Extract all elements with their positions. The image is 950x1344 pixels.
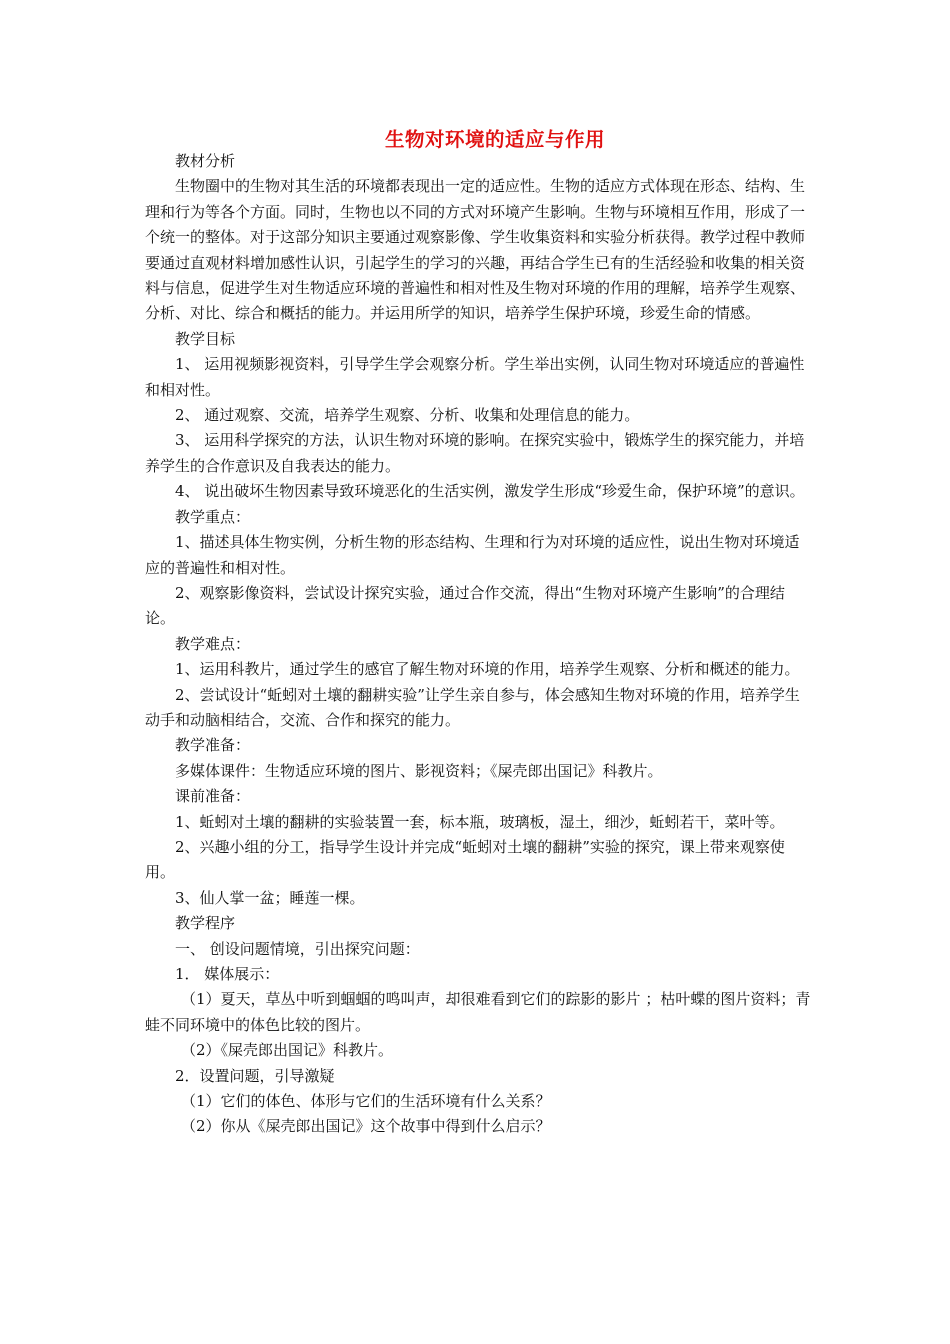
- paragraph: 2、 通过观察、交流，培养学生观察、分析、收集和处理信息的能力。: [175, 406, 640, 425]
- paragraph: （2）《屎壳郎出国记》科教片。: [181, 1041, 394, 1060]
- paragraph: 1、运用科教片，通过学生的感官了解生物对环境的作用，培养学生观察、分析和概述的能力。: [175, 660, 800, 679]
- paragraph: 3、仙人掌一盆；睡莲一棵。: [175, 888, 365, 907]
- paragraph: 一、 创设问题情境，引出探究问题：: [175, 939, 420, 958]
- paragraph: 4、 说出破坏生物因素导致环境恶化的生活实例，激发学生形成“珍爱生命，保护环境”的意识。: [175, 482, 805, 501]
- paragraph: 教学重点：: [175, 507, 251, 526]
- paragraph: （2）你从《屎壳郎出国记》这个故事中得到什么启示？: [181, 1117, 551, 1136]
- paragraph: 教学程序: [175, 914, 236, 933]
- paragraph: （1）夏天，草丛中听到蝈蝈的鸣叫声，却很难看到它们的踪影的影片 ；枯叶蝶的图片资料；青蛙不同环境中的体色比较的图片。: [145, 990, 811, 1034]
- paragraph: 1、 运用视频影视资料，引导学生学会观察分析。学生举出实例，认同生物对环境适应的普遍性和相对性。: [145, 355, 805, 399]
- paragraph: 课前准备：: [175, 787, 251, 806]
- paragraph: 1、蚯蚓对土壤的翻耕的实验装置一套，标本瓶，玻璃板，湿土，细沙，蚯蚓若干，菜叶等。: [175, 812, 785, 831]
- paragraph: 1、描述具体生物实例，分析生物的形态结构、生理和行为对环境的适应性，说出生物对环境适应的普遍性和相对性。: [145, 533, 800, 577]
- paragraph: 2、观察影像资料，尝试设计探究实验，通过合作交流，得出“生物对环境产生影响”的合理结论。: [145, 583, 785, 628]
- paragraph: （1）它们的体色、体形与它们的生活环境有什么关系？: [181, 1092, 551, 1111]
- paragraph: 多媒体课件：生物适应环境的图片、影视资料；《屎壳郎出国记》科教片。: [175, 761, 663, 780]
- paragraph: 1． 媒体展示：: [175, 965, 280, 983]
- paragraph: 教学准备：: [175, 736, 251, 755]
- document-body: [145, 149, 813, 1140]
- paragraph: 教学目标: [175, 329, 236, 348]
- paragraph: 2．设置问题，引导激疑: [175, 1066, 335, 1085]
- paragraph: 2、兴趣小组的分工，指导学生设计并完成“蚯蚓对土壤的翻耕”实验的探究，课上带来观察使用。: [145, 837, 785, 882]
- paragraph: 生物圈中的生物对其生活的环境都表现出一定的适应性。生物的适应方式体现在形态、结构、生理和行为等各个方面。同时，生物也以不同的方式对环境产生影响。生物与环境相互作用，形成了一个统一的整体。对于这部分知识主要通过观察影像、学生收集资料和实验分析获得。教学过程中教师要通过直观材料增加感性认识，引起学生的学习的兴趣，再结合学生已有的生活经验和收集的相关资料与信息，促进学生对生物适应环境的普遍性和相对性及生物对环境的作用的理解，培养学生观察、分析、对比、综合和概括的能力。并运用所学的知识，培养学生保护环境，珍爱生命的情感。: [145, 177, 806, 323]
- paragraph: 2、尝试设计“蚯蚓对土壤的翻耕实验”让学生亲自参与，体会感知生物对环境的作用，培养学生动手和动脑相结合，交流、合作和探究的能力。: [145, 685, 800, 729]
- document-title: 生物对环境的适应与作用: [384, 128, 605, 151]
- paragraph: 教学难点：: [175, 634, 251, 653]
- paragraph: 教材分析: [175, 152, 236, 170]
- paragraph: 3、 运用科学探究的方法，认识生物对环境的影响。在探究实验中，锻炼学生的探究能力，并培养学生的合作意识及自我表达的能力。: [145, 431, 805, 475]
